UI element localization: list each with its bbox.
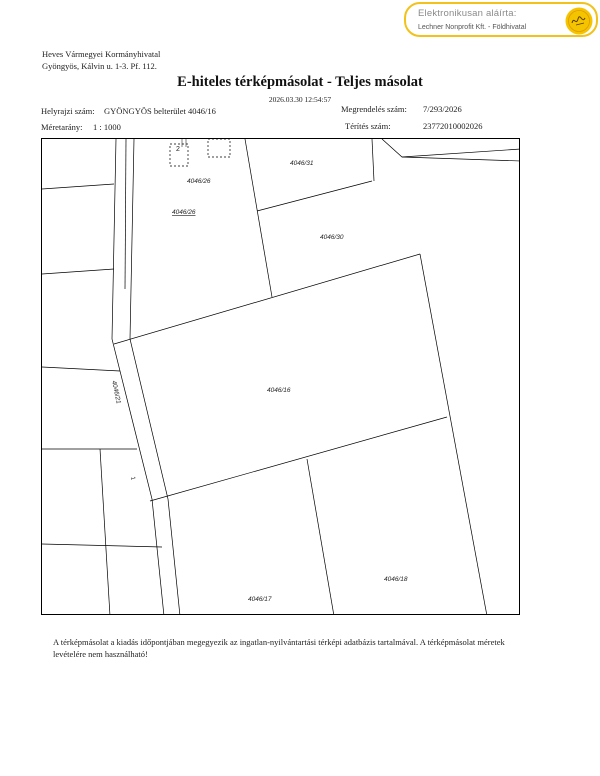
west-boundary-3 [42,367,120,371]
document-title: E-hiteles térképmásolat - Teljes másolat [177,74,423,90]
parcel-label-4046-30: 4046/30 [320,234,344,241]
footnote-disclaimer: A térképmásolat a kiadás időpontjában megegyezik az ingatlan-nyilvántartási térképi adatbázis tartalmával. A térképmásolat méretek levételére nem használható! [53,637,505,659]
building-outline-2 [208,139,230,157]
road-left-edge [112,139,164,615]
parcel-label-4046-21: 4046/21 [110,379,122,405]
west-boundary-6 [100,449,110,615]
issue-timestamp: 2026.03.30 12:54:57 [268,95,332,104]
parcel-26-east-boundary [245,139,272,297]
fee-label: Térítés szám: [345,121,391,131]
electronic-signature-badge [404,2,598,37]
building-hatch [182,139,186,147]
scale-value: 1 : 1000 [93,122,121,132]
parcel-31-east-boundary [372,139,374,181]
signature-seal-icon [564,6,594,36]
west-boundary-5 [42,544,162,547]
parcel-label-4046-31: 4046/31 [290,160,314,167]
fee-value: 23772010002026 [423,121,483,131]
parcel-label-4046-26-top: 4046/26 [187,178,211,185]
building-number: 2 [176,146,180,153]
order-label: Megrendelés szám: [341,104,407,114]
office-name: Heves Vármegyei Kormányhivatal [42,49,161,59]
parcel-31-south-boundary [257,181,372,211]
hrsz-label: Helyrajzi szám: [41,106,95,116]
signature-organization: Lechner Nonprofit Kft. - Földhivatal [418,24,527,31]
cadastral-map-drawing [42,139,520,615]
parcel-16-south-boundary [150,417,447,501]
parcel-label-4046-18: 4046/18 [384,576,408,583]
order-value: 7/293/2026 [423,104,462,114]
cadastral-map [41,138,520,615]
hrsz-value: GYÖNGYÖS belterület 4046/16 [104,106,216,116]
office-address: Gyöngyös, Kálvin u. 1-3. Pf. 112. [42,61,157,71]
ne-boundary-2 [402,149,520,157]
parcel-17-18-boundary [307,459,334,615]
west-boundary-1 [42,184,114,189]
signature-title: Elektronikusan aláírta: [418,8,517,19]
scale-label: Méretarány: [41,122,83,132]
road-inner-line [125,139,126,289]
parcel-label-4046-17: 4046/17 [248,596,272,603]
east-boundary [420,254,487,615]
west-boundary-2 [42,269,114,274]
ne-boundary-1 [382,139,520,161]
road-number: 1 [129,476,136,481]
parcel-label-4046-26: 4046/26 [172,209,196,216]
parcel-label-4046-16: 4046/16 [267,387,291,394]
